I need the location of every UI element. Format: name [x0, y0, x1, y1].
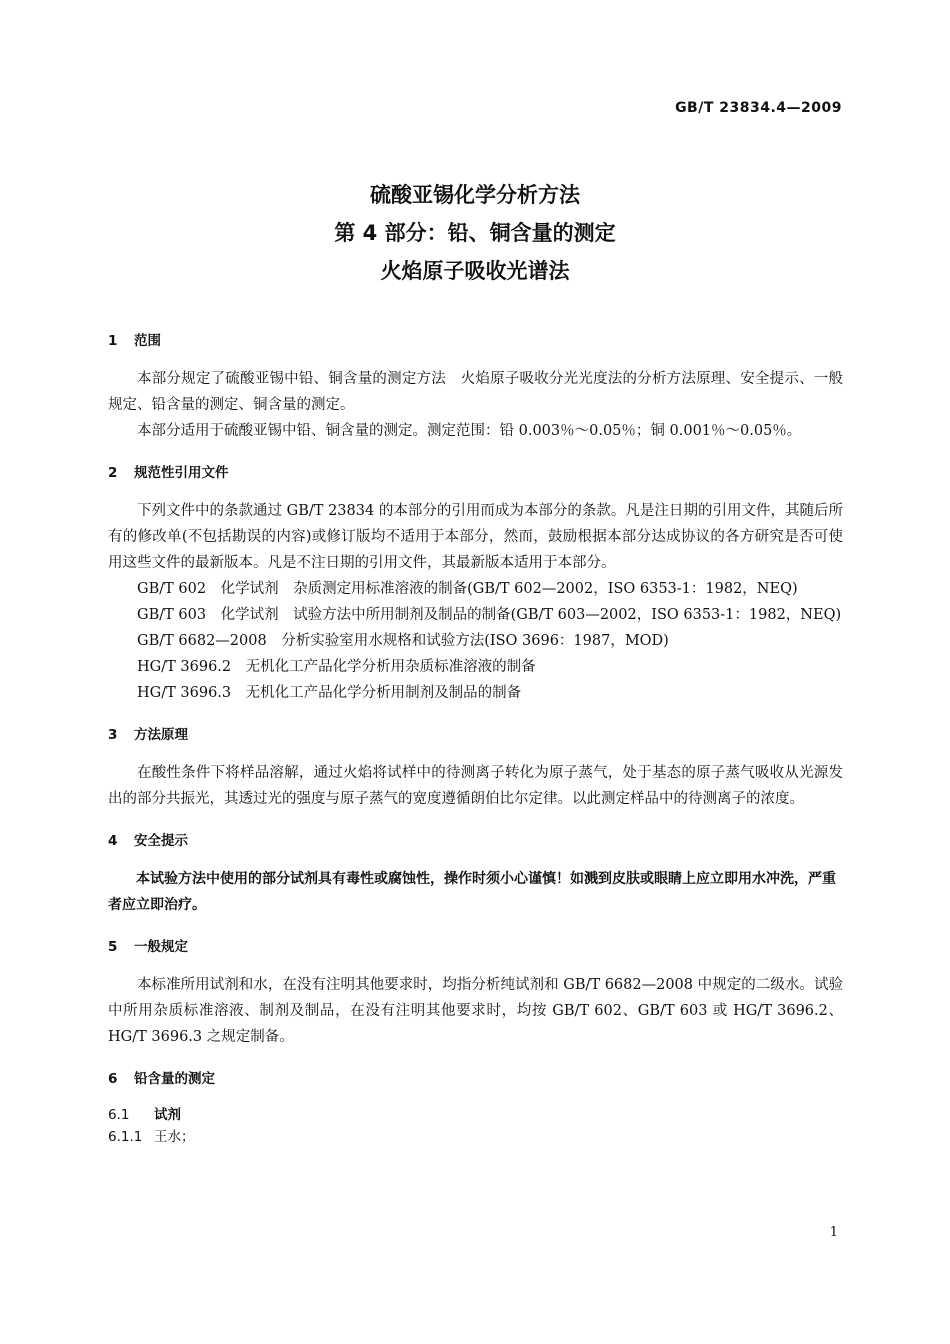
- title-line-2: 第 4 部分：铅、铜含量的测定: [334, 221, 616, 245]
- reference-item: GB/T 6682—2008 分析实验室用水规格和试验方法(ISO 3696：1987，MOD): [137, 633, 669, 649]
- subsection-6-1-1: [108, 1126, 843, 1148]
- section-number: 4: [108, 833, 118, 849]
- section-4-heading: [108, 830, 843, 852]
- section-title: 安全提示: [134, 833, 188, 849]
- subsection-title: 试剂: [154, 1107, 181, 1123]
- section-3-paragraph-1: 在酸性条件下将样品溶解，通过火焰将试样中的待测离子转化为原子蒸气，处于基态的原子蒸气吸收从光源发出的部分共振光，其透过光的强度与原子蒸气的宽度遵循朗伯比尔定律。以此测定样品中的待测离子的浓度。: [108, 765, 843, 807]
- section-5-paragraph-1: 本标准所用试剂和水，在没有注明其他要求时，均指分析纯试剂和 GB/T 6682—2008 中规定的二级水。试验中所用杂质标准溶液、制剂及制品，在没有注明其他要求时，均按 GB/T 602、GB/T 603 或 HG/T 3696.2、HG/T 3696.3 之规定制备。: [108, 977, 843, 1045]
- section-2-heading: [108, 462, 843, 484]
- section-number: 3: [108, 727, 118, 743]
- document-title: [0, 176, 950, 290]
- section-title: 范围: [134, 333, 161, 349]
- section-title: 一般规定: [134, 939, 188, 955]
- section-5-heading: [108, 936, 843, 958]
- section-1-paragraph-1: 本部分规定了硫酸亚锡中铅、铜含量的测定方法 火焰原子吸收分光光度法的分析方法原理、安全提示、一般规定、铅含量的测定、铜含量的测定。: [108, 371, 843, 413]
- section-2-paragraph-1: 下列文件中的条款通过 GB/T 23834 的本部分的引用而成为本部分的条款。凡是注日期的引用文件，其随后所有的修改单(不包括勘误的内容)或修订版均不适用于本部分，然而，鼓励根据本部分达成协议的各方研究是否可使用这些文件的最新版本。凡是不注日期的引用文件，其最新版本适用于本部分。: [108, 503, 843, 571]
- subsection-number: 6.1.1: [108, 1129, 143, 1145]
- section-title: 规范性引用文件: [134, 465, 229, 481]
- section-title: 方法原理: [134, 727, 188, 743]
- reference-item: HG/T 3696.3 无机化工产品化学分析用制剂及制品的制备: [137, 685, 522, 701]
- subsection-6-1-heading: [108, 1104, 843, 1126]
- section-3-heading: [108, 724, 843, 746]
- section-title: 铅含量的测定: [134, 1071, 215, 1087]
- title-line-1: 硫酸亚锡化学分析方法: [370, 183, 580, 207]
- section-number: 5: [108, 939, 118, 955]
- subsection-text: 王水；: [154, 1129, 195, 1145]
- document-body: [108, 330, 843, 1148]
- section-1-paragraph-2: 本部分适用于硫酸亚锡中铅、铜含量的测定。测定范围：铅 0.003％～0.05％；铜 0.001％～0.05％。: [137, 423, 802, 439]
- safety-warning: 本试验方法中使用的部分试剂具有毒性或腐蚀性，操作时须小心谨慎！如溅到皮肤或眼睛上应立即用水冲洗，严重者应立即治疗。: [108, 871, 836, 913]
- standard-code: GB/T 23834.4—2009: [675, 100, 842, 116]
- title-line-3: 火焰原子吸收光谱法: [380, 259, 570, 283]
- section-6-heading: [108, 1068, 843, 1090]
- section-number: 6: [108, 1071, 118, 1087]
- subsection-number: 6.1: [108, 1107, 130, 1123]
- section-number: 1: [108, 333, 118, 349]
- reference-item: GB/T 602 化学试剂 杂质测定用标准溶液的制备(GB/T 602—2002，ISO 6353-1：1982，NEQ): [137, 581, 798, 597]
- reference-item: HG/T 3696.2 无机化工产品化学分析用杂质标准溶液的制备: [137, 659, 536, 675]
- section-number: 2: [108, 465, 118, 481]
- page-number: 1: [829, 1225, 838, 1240]
- reference-item: GB/T 603 化学试剂 试验方法中所用制剂及制品的制备(GB/T 603—2002，ISO 6353-1：1982，NEQ): [137, 607, 842, 623]
- section-1-heading: [108, 330, 843, 352]
